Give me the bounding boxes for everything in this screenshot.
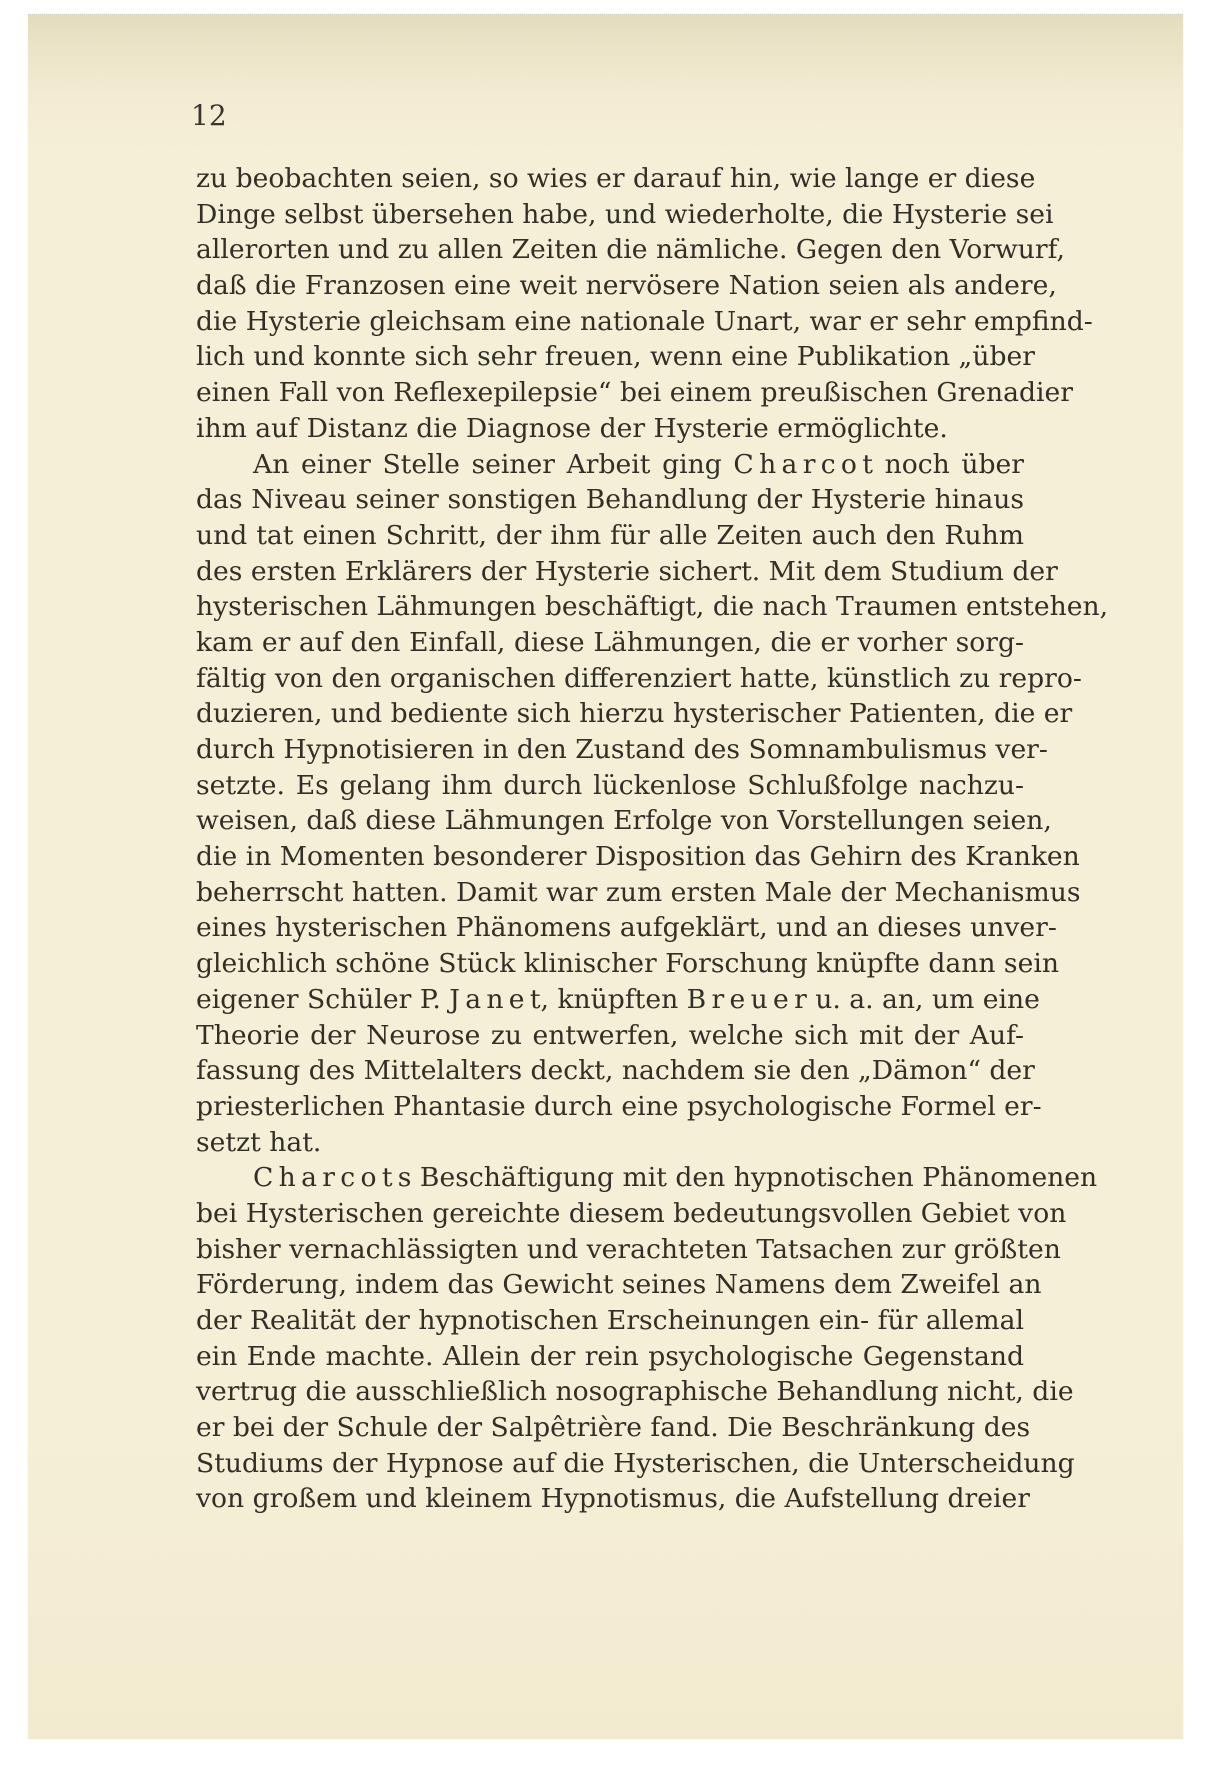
text-line: setzt hat. (196, 1126, 322, 1158)
text-line: die Hysterie gleichsam eine nationale Unart, war er sehr empfind- (196, 305, 1093, 337)
text-line: von großem und kleinem Hypnotismus, die Aufstellung dreier (196, 1483, 1030, 1515)
text-line: des ersten Erklärers der Hysterie sichert. Mit dem Studium der (196, 555, 1058, 587)
text-line: lich und konnte sich sehr freuen, wenn eine Publikation „über (196, 341, 1035, 373)
text-line: das Niveau seiner sonstigen Behandlung der Hysterie hinaus (196, 484, 1024, 516)
text-line: beherrscht hatten. Damit war zum ersten Male der Mechanismus (196, 876, 1081, 908)
text-line: durch Hypnotisieren in den Zustand des Somnambulismus ver- (196, 734, 1048, 765)
text-line: bei Hysterischen gereichte diesem bedeutungsvollen Gebiet von (196, 1197, 1067, 1229)
text-line: fassung des Mittelalters deckt, nachdem sie den „Dämon“ der (196, 1055, 1035, 1087)
text-line: eigener Schüler P. J a n e t, knüpften B r e u e r u. a. an, um eine (196, 983, 1040, 1015)
text-line: die in Momenten besonderer Disposition das Gehirn des Kranken (196, 841, 1080, 873)
text-line: zu beobachten seien, so wies er darauf hin, wie lange er diese (196, 163, 1036, 194)
page-text (196, 161, 1109, 1517)
text-line: allerorten und zu allen Zeiten die nämliche. Gegen den Vorwurf, (196, 234, 1065, 266)
text-line: duzieren, und bediente sich hierzu hysterischer Patienten, die er (196, 698, 1073, 730)
text-line: einen Fall von Reflexepilepsie“ bei einem preußischen Grenadier (196, 377, 1073, 409)
text-line: setzte. Es gelang ihm durch lückenlose Schlußfolge nachzu- (196, 769, 1024, 801)
text-line: ihm auf Distanz die Diagnose der Hysterie ermöglichte. (196, 412, 948, 444)
text-line: Förderung, indem das Gewicht seines Namens dem Zweifel an (196, 1269, 1042, 1301)
text-line: kam er auf den Einfall, diese Lähmungen, die er vorher sorg- (196, 626, 1024, 658)
text-line: hysterischen Lähmungen beschäftigt, die nach Traumen entstehen, (196, 591, 1109, 623)
book-page (28, 14, 1183, 1739)
page-number: 12 (191, 99, 227, 132)
text-line: C h a r c o t s Beschäftigung mit den hypnotischen Phänomenen (253, 1162, 1098, 1194)
text-line: Dinge selbst übersehen habe, und wiederholte, die Hysterie sei (196, 198, 1054, 230)
text-line: daß die Franzosen eine weit nervösere Nation seien als andere, (196, 270, 1057, 302)
text-line: An einer Stelle seiner Arbeit ging C h a r c o t noch über (253, 448, 1024, 480)
text-line: der Realität der hypnotischen Erscheinungen ein- für allemal (196, 1305, 1024, 1336)
text-line: ein Ende machte. Allein der rein psychologische Gegenstand (196, 1340, 1024, 1372)
text-line: Theorie der Neurose zu entwerfen, welche sich mit der Auf- (196, 1019, 1024, 1051)
text-line: weisen, daß diese Lähmungen Erfolge von Vorstellungen seien, (196, 805, 1052, 837)
text-line: vertrug die ausschließlich nosographische Behandlung nicht, die (196, 1376, 1074, 1408)
text-line: er bei der Schule der Salpêtrière fand. Die Beschränkung des (196, 1412, 1031, 1444)
text-line: gleichlich schöne Stück klinischer Forschung knüpfte dann sein (196, 948, 1059, 980)
text-line: bisher vernachlässigten und verachteten Tatsachen zur größten (196, 1233, 1061, 1265)
text-line: fältig von den organischen differenziert hatte, künstlich zu repro- (196, 662, 1082, 694)
text-line: und tat einen Schritt, der ihm für alle Zeiten auch den Ruhm (196, 519, 1024, 551)
text-line: Studiums der Hypnose auf die Hysterischen, die Unterscheidung (196, 1447, 1075, 1479)
text-line: eines hysterischen Phänomens aufgeklärt, und an dieses unver- (196, 912, 1057, 944)
text-line: priesterlichen Phantasie durch eine psychologische Formel er- (196, 1090, 1042, 1122)
